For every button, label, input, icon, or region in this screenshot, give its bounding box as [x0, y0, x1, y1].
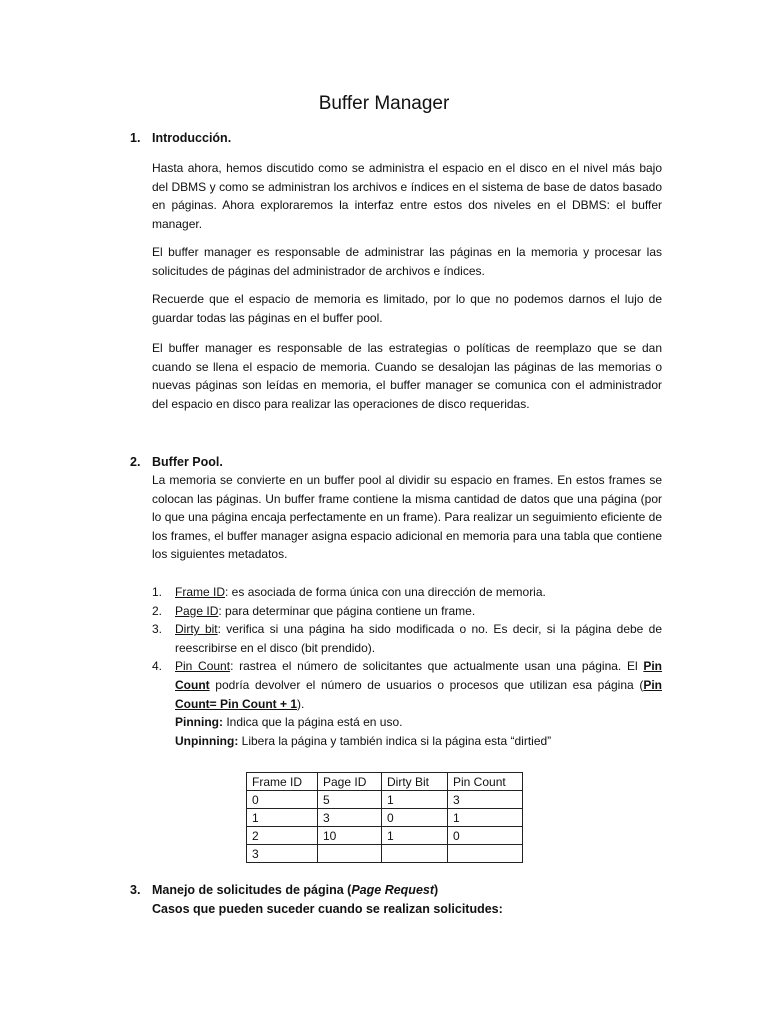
section-1-paragraph-1: Hasta ahora, hemos discutido como se administra el espacio en el disco en el nivel más bajo del DBMS y como se administran los archivos e índices en el sistema de base de datos basado en páginas. Ahora exploraremos la interfaz entre estos dos niveles en el DBMS: el buffer manager. [152, 161, 662, 231]
table-header: Pin Count [448, 773, 523, 791]
section-1-paragraph-2: El buffer manager es responsable de administrar las páginas en la memoria y procesar las solicitudes de páginas del administrador de archivos e índices. [152, 245, 662, 278]
table-row [247, 827, 523, 845]
term-pin-count: Pin Count [175, 659, 231, 674]
table-header: Dirty Bit [382, 773, 448, 791]
table-cell: 1 [448, 809, 523, 827]
unpinning-line: Unpinning: Libera la página y también indica si la página esta “dirtied” [175, 733, 552, 748]
section-3-title: Manejo de solicitudes de página (Page Request) [152, 883, 439, 897]
section-3-number: 3. [130, 883, 141, 897]
section-1-paragraph-3: Recuerde que el espacio de memoria es limitado, por lo que no podemos darnos el lujo de guardar todas las páginas en el buffer pool. [152, 292, 662, 325]
table-cell: 0 [382, 809, 448, 827]
term-page-id: Page ID [175, 603, 219, 618]
section-2-paragraph: La memoria se convierte en un buffer pool al dividir su espacio en frames. En estos frames se colocan las páginas. Un buffer frame contiene la misma cantidad de datos que una página (por lo que una página encaja perfectamente en un frame). Para realizar un seguimiento eficiente de los frames, el buffer manager asigna espacio adicional en memoria para una tabla que contiene los siguientes metadatos. [152, 473, 662, 562]
table-cell: 1 [382, 827, 448, 845]
table-cell: 3 [318, 809, 382, 827]
list-item: 2. Page ID: para determinar que página contiene un frame. [152, 603, 476, 618]
table-cell: 1 [247, 809, 318, 827]
table-cell: 5 [318, 791, 382, 809]
section-1-paragraph-4: El buffer manager es responsable de las estrategias o políticas de reemplazo que se dan cuando se llena el espacio de memoria. Cuando se desalojan las páginas de las memorias o nuevas páginas son leídas en memoria, el buffer manager se comunica con el administrador del espacio en disco para realizar las operaciones de disco requeridas. [152, 341, 662, 411]
list-item: 4. Pin Count: rastrea el número de solicitantes que actualmente usan una página. El Pin Count podría devolver el número de usuarios o procesos que utilizan esa página (Pin Count= Pin Count + 1). Pinning: Indica que la página está en uso. Unpinning: Libera la página y también indica si la página esta “dirtied” [152, 657, 662, 750]
section-2-title: Buffer Pool. [152, 455, 223, 469]
term-dirty-bit: Dirty bit [175, 622, 218, 637]
list-item: 1. Frame ID: es asociada de forma única con una dirección de memoria. [152, 585, 546, 599]
metadata-list [152, 583, 662, 750]
table-cell: 3 [448, 791, 523, 809]
page-title: Buffer Manager [318, 93, 450, 114]
table-cell: 0 [448, 827, 523, 845]
table-cell: 3 [247, 845, 318, 863]
table-cell [318, 845, 382, 863]
table-cell [382, 845, 448, 863]
table-cell: 10 [318, 827, 382, 845]
table-cell: 0 [247, 791, 318, 809]
document-page: Buffer Manager 1. Introducción. Hasta ahora, hemos discutido como se administra el espacio en el disco en el nivel más bajo del DBMS y como se administran los archivos e índices en el sistema de base de datos basado en páginas. Ahora exploraremos la interfaz entre estos dos niveles en el DBMS: el buffer manager. El buffer manager es responsable de administrar las páginas en la memoria y procesar las solicitudes de páginas del administrador de archivos e índices. Recuerde que el espacio de memoria es limitado, por lo que no podemos darnos el lujo de guardar todas las páginas en el buffer pool. El buffer manager es responsable de las estrategias o políticas de reemplazo que se dan cuando se llena el espacio de memoria. Cuando se desalojan las páginas de las memorias o nuevas páginas son leídas en memoria, el buffer manager se comunica con el administrador del espacio en disco para realizar las operaciones de disco requeridas. 2. Buffer Pool. La memoria se convierte en un buffer pool al dividir su espacio en frames. En estos frames se colocan las páginas. Un buffer frame contiene la misma cantidad de datos que una página (por lo que una página encaja perfectamente en un frame). Para realizar un seguimiento eficiente de los frames, el buffer manager asigna espacio adicional en memoria para una tabla que contiene los siguientes metadatos. 1. Frame ID: es asociada de forma única con una dirección de memoria. 2. Page ID: para determinar que página contiene un frame. 3. Dirty bit: verifica si una página ha sido modificada o no. Es decir, si la página debe de reescribirse en el disco (bit prendido). 4. Pin Count: rastrea el número de solicitantes que actualmente usan una página. El Pin Count podría devolver el número de usuarios o procesos que utilizan esa página (Pin Count= Pin Count + 1). Pinning: Indica que la página está en uso. Unpinning: Libera la página y también indica si la página esta “dirtied” Frame ID Page ID Dirty Bit Pin Count 0 5 1 3 1 3 0 1 2 10 1 0 3 3. Manejo de solicitudes de página (Page Request) Casos que pueden suceder cuando se realizan solicitudes: [0, 0, 768, 1024]
section-2-number: 2. [130, 455, 141, 469]
metadata-table [246, 772, 523, 863]
table-cell [448, 845, 523, 863]
pinning-line: Pinning: Indica que la página está en uso. [175, 715, 403, 730]
table-row [247, 809, 523, 827]
section-1-number: 1. [130, 131, 141, 145]
table-row [247, 791, 523, 809]
table-header-row [247, 773, 523, 791]
table-row [247, 845, 523, 863]
section-1-title: Introducción. [152, 131, 232, 145]
table-header: Frame ID [247, 773, 318, 791]
table-header: Page ID [318, 773, 382, 791]
table-cell: 2 [247, 827, 318, 845]
table-cell: 1 [382, 791, 448, 809]
term-frame-id: Frame ID [175, 585, 226, 599]
list-item: 3. Dirty bit: verifica si una página ha sido modificada o no. Es decir, si la página debe de reescribirse en el disco (bit prendido). [152, 622, 662, 655]
